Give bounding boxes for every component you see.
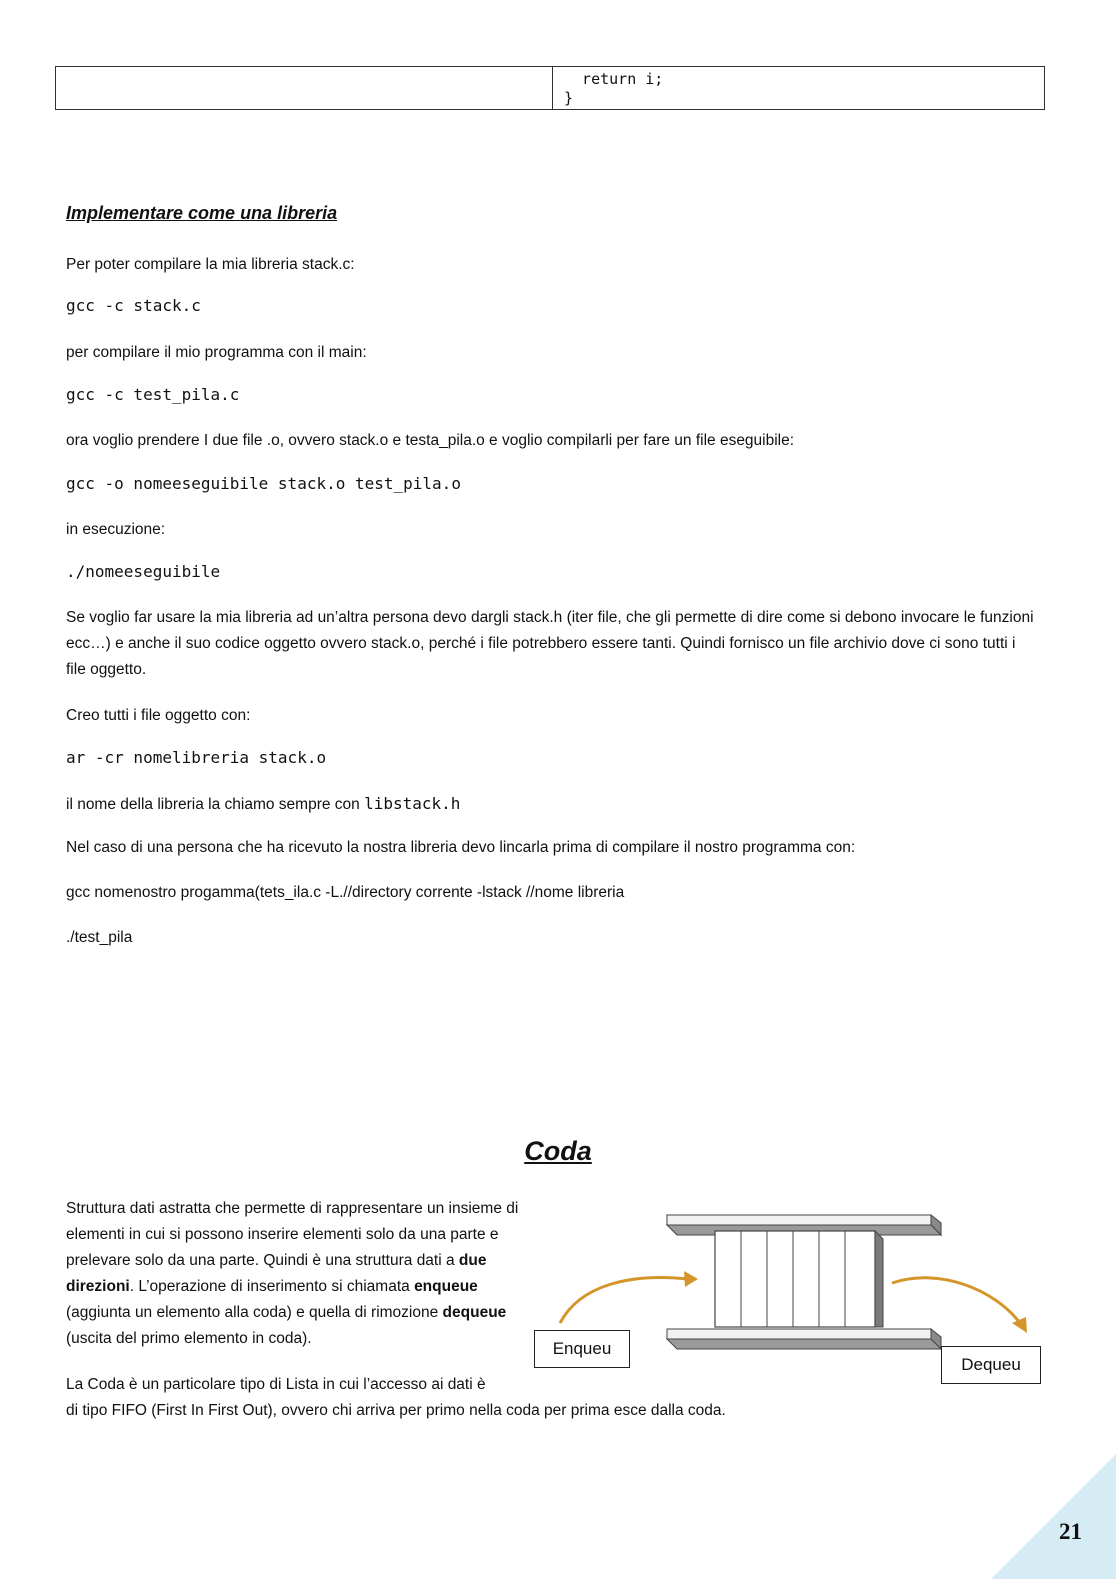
coda-fifo-line2: di tipo FIFO (First In First Out), ovvero chi arriva per primo nella coda per prima esce dalla coda. (66, 1402, 726, 1419)
coda-bold-enqueue: enqueue (414, 1278, 478, 1295)
library-name-text: il nome della libreria la chiamo sempre con (66, 796, 365, 813)
queue-bottom-plate (667, 1329, 941, 1349)
coda-title: Coda (524, 1136, 592, 1166)
coda-bold-directions: due direzioni (66, 1252, 487, 1295)
dequeue-arrow (892, 1278, 1027, 1333)
command-gcc-link: gcc -o nomeeseguibile stack.o test_pila.o (66, 474, 461, 493)
code-line-return: return i; (564, 70, 664, 88)
library-name-code: libstack.h (364, 794, 461, 813)
paragraph-compile-main: per compilare il mio programma con il main: (66, 344, 367, 361)
queue-body (715, 1231, 883, 1327)
paragraph-gcc-lstack: gcc nomenostro progamma(tets_ila.c -L.//directory corrente -lstack //nome libreria (66, 884, 625, 901)
paragraph-run-test: ./test_pila (66, 929, 133, 946)
page-number: 21 (1059, 1519, 1082, 1544)
paragraph-create-objects: Creo tutti i file oggetto con: (66, 707, 251, 724)
paragraph-link-library: Nel caso di una persona che ha ricevuto la nostra libreria devo lincarla prima di compilare il nostro programma con: (66, 839, 856, 856)
coda-fifo-line1: La Coda è un particolare tipo di Lista in cui l’accesso ai dati è (66, 1376, 486, 1393)
command-ar-text: ar -cr nomelibreria stack.o (66, 748, 327, 767)
paragraph-execution: in esecuzione: (66, 521, 166, 538)
page-corner-decoration (991, 1454, 1116, 1579)
paragraph-library-name (66, 791, 1036, 818)
paragraph-link-objects: ora voglio prendere I due file .o, ovvero stack.o e testa_pila.o e voglio compilarli per fare un file eseguibile: (66, 432, 795, 449)
command-gcc-stack: gcc -c stack.c (66, 296, 201, 315)
enqueue-label: Enqueu (534, 1330, 630, 1368)
coda-bold-dequeue: dequeue (442, 1304, 507, 1321)
section-heading: Implementare come una libreria (66, 203, 338, 223)
paragraph-compile-library: Per poter compilare la mia libreria stack.c: (66, 256, 355, 273)
coda-text-a: Struttura dati astratta che permette di rappresentare un insieme di elementi in cui si possono inserire elementi solo da una parte e prelevare solo da una parte. Quindi è una struttura dati a (66, 1200, 519, 1269)
command-ar (66, 748, 1036, 767)
coda-description (66, 1196, 536, 1352)
command-gcc-test: gcc -c test_pila.c (66, 385, 240, 404)
code-line-brace: } (564, 89, 574, 107)
paragraph-share-library: Se voglio far usare la mia libreria ad un’altra persona devo dargli stack.h (iter file, che gli permette di dire come si debono invocare le funzioni ecc…) e anche il suo codice oggetto ovvero stack.o, perché i file potrebbero essere tanti. Quindi fornisco un file archivio dove ci sono tutti i file oggetto. (66, 609, 1034, 678)
enqueue-arrow (560, 1271, 698, 1323)
table-divider (552, 67, 553, 109)
command-run: ./nomeeseguibile (66, 562, 221, 581)
code-table (55, 66, 1045, 110)
coda-text-e: (aggiunta un elemento alla coda) e quella di rimozione (66, 1304, 443, 1321)
coda-text-c: . L’operazione di inserimento si chiamata (129, 1278, 415, 1295)
dequeue-label: Dequeu (941, 1346, 1041, 1384)
coda-text-g: (uscita del primo elemento in coda). (66, 1330, 312, 1347)
